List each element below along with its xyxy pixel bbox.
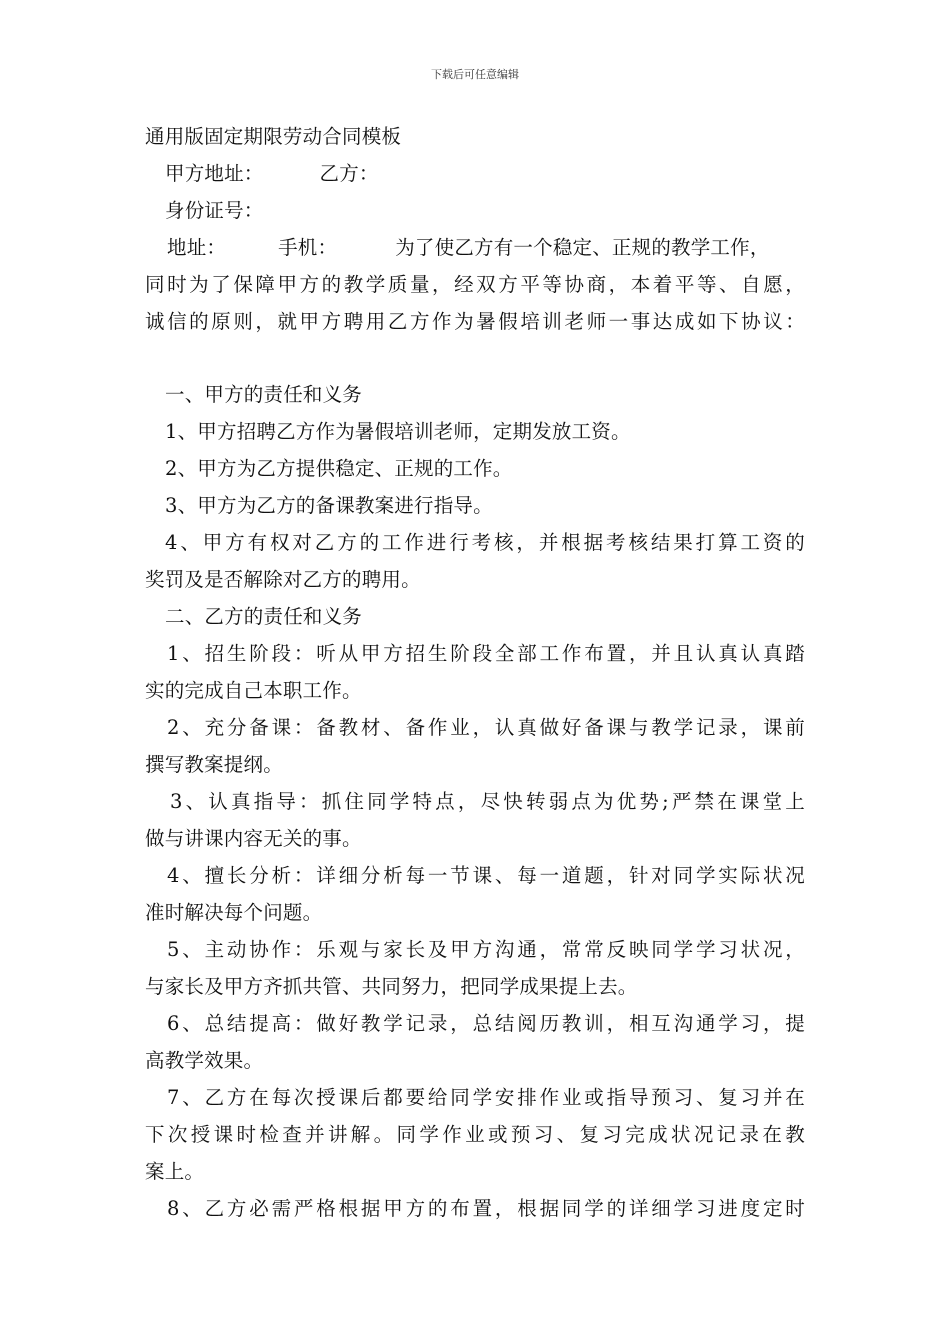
section-2-item-8-line-1: 8、乙方必需严格根据甲方的布置，根据同学的详细学习进度定时 — [167, 1197, 805, 1220]
section-2-item-3-line-1: 3、认真指导：抓住同学特点，尽快转弱点为优势;严禁在课堂上 — [170, 790, 805, 813]
section-2-item-4-line-2: 准时解决每个问题。 — [145, 901, 323, 924]
section-2-heading: 二、乙方的责任和义务 — [165, 605, 363, 628]
intro-text-line-3: 诚信的原则，就甲方聘用乙方作为暑假培训老师一事达成如下协议： — [145, 310, 805, 333]
phone-label: 手机： — [278, 236, 338, 259]
section-2-item-5-line-2: 与家长及甲方齐抓共管、共同努力，把同学成果提上去。 — [145, 975, 638, 998]
section-1-heading: 一、甲方的责任和义务 — [165, 383, 363, 406]
party-b-label: 乙方： — [319, 162, 379, 185]
id-number-label: 身份证号： — [165, 199, 264, 222]
section-1-item-1: 1、甲方招聘乙方作为暑假培训老师，定期发放工资。 — [165, 420, 631, 443]
section-1-item-4-line-2: 奖罚及是否解除对乙方的聘用。 — [145, 568, 421, 591]
document-title: 通用版固定期限劳动合同模板 — [145, 125, 402, 148]
section-2-item-7-line-2: 下次授课时检查并讲解。同学作业或预习、复习完成状况记录在教 — [145, 1123, 805, 1146]
header-note: 下载后可任意编辑 — [431, 68, 519, 81]
section-1-item-2: 2、甲方为乙方提供稳定、正规的工作。 — [165, 457, 513, 480]
section-2-item-6-line-2: 高教学效果。 — [145, 1049, 264, 1072]
section-2-item-1-line-1: 1、招生阶段：听从甲方招生阶段全部工作布置，并且认真认真踏 — [167, 642, 805, 665]
intro-text-start: 为了使乙方有一个稳定、正规的教学工作， — [395, 236, 770, 259]
section-2-item-5-line-1: 5、主动协作：乐观与家长及甲方沟通，常常反映同学学习状况， — [167, 938, 805, 961]
party-info-line — [145, 156, 805, 192]
party-a-address-label: 甲方地址： — [165, 162, 264, 185]
section-2-item-1-line-2: 实的完成自己本职工作。 — [145, 679, 362, 702]
contact-intro-line — [145, 230, 805, 266]
section-2-item-7-line-3: 案上。 — [145, 1160, 205, 1183]
section-2-item-2-line-2: 撰写教案提纲。 — [145, 753, 283, 776]
section-1-item-4-line-1: 4、甲方有权对乙方的工作进行考核，并根据考核结果打算工资的 — [165, 531, 805, 554]
section-1-item-3: 3、甲方为乙方的备课教案进行指导。 — [165, 494, 493, 517]
section-2-item-4-line-1: 4、擅长分析：详细分析每一节课、每一道题，针对同学实际状况 — [167, 864, 805, 887]
section-2-item-3-line-2: 做与讲课内容无关的事。 — [145, 827, 362, 850]
section-2-item-6-line-1: 6、总结提高：做好教学记录，总结阅历教训，相互沟通学习，提 — [167, 1012, 805, 1035]
intro-text-line-2: 同时为了保障甲方的教学质量，经双方平等协商，本着平等、自愿， — [145, 273, 805, 296]
address-label: 地址： — [167, 236, 227, 259]
section-2-item-7-line-1: 7、乙方在每次授课后都要给同学安排作业或指导预习、复习并在 — [167, 1086, 805, 1109]
section-2-item-2-line-1: 2、充分备课：备教材、备作业，认真做好备课与教学记录，课前 — [167, 716, 805, 739]
